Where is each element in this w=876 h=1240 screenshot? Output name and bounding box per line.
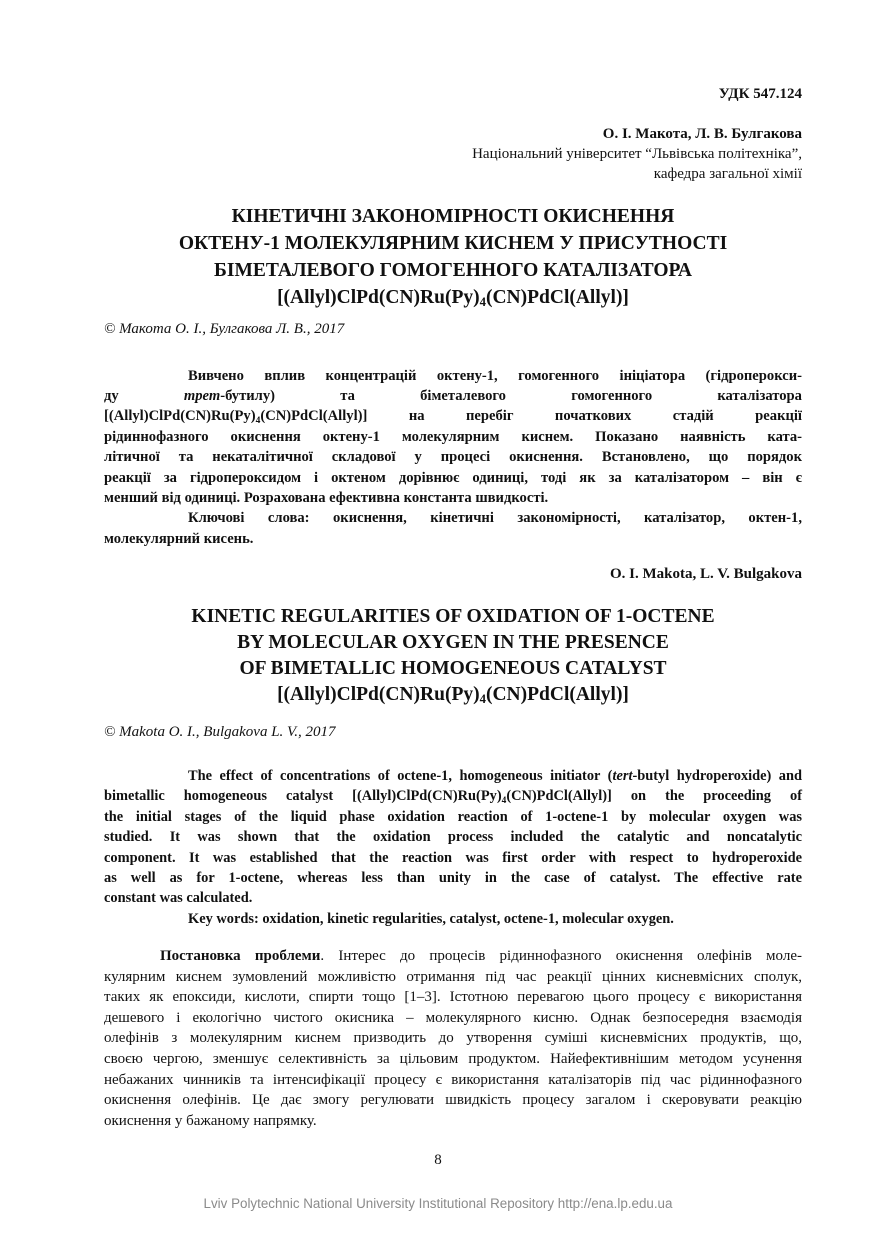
text: реакції <box>755 408 802 425</box>
abstract-en-line-2 <box>104 786 802 806</box>
abstract-ukrainian-body <box>104 386 802 549</box>
title-en-line-3: OF BIMETALLIC HOMOGENEOUS CATALYST <box>239 658 667 679</box>
keywords-en: Key words: oxidation, kinetic regularities, catalyst, octene-1, molecular oxygen. <box>188 910 674 927</box>
body-line-4: дешевого і екологічно чистого окисника – молекулярного кисню. Однак безпосередня взаємодія <box>104 1009 802 1026</box>
text: . Інтерес до процесів рідиннофазного окиснення олефінів моле- <box>320 948 802 964</box>
text: bimetallic homogeneous catalyst [(Allyl)ClPd(CN)Ru(Py) <box>104 788 502 805</box>
abstract-ukrainian <box>188 366 802 386</box>
italic-term: tert <box>612 768 633 784</box>
text: початкових <box>554 408 632 425</box>
body-line-1 <box>104 946 802 967</box>
text: гомогенного <box>571 388 653 404</box>
body-section-problem <box>104 946 802 1131</box>
title-en-formula <box>100 682 806 708</box>
formula-subscript: 4 <box>479 692 486 706</box>
body-line-3: таких як епоксиди, кислоти, спирти тощо [1–3]. Істотною перевагою цього процесу є використання <box>104 989 802 1006</box>
abstract-english <box>104 766 802 929</box>
title-ua-line-1: КІНЕТИЧНІ ЗАКОНОМІРНОСТІ ОКИСНЕННЯ <box>231 206 675 227</box>
abstract-en-line-1 <box>104 766 802 786</box>
abstract-en-line-4: studied. It was shown that the oxidation process included the catalytic and noncatalytic <box>104 829 802 846</box>
text: перебіг <box>465 408 514 425</box>
body-line-5: олефінів з молекулярним киснем призводить до утворення суміші кисневмісних продуктів, що, <box>104 1030 802 1047</box>
abstract-ua-line-6: реакції за гідропероксидом і октеном дорівнює одиниці, тоді як за каталізатором – він є <box>104 469 802 486</box>
keywords-ua-line-1 <box>104 508 802 528</box>
abstract-ua-line-2 <box>104 386 802 406</box>
abstract-ua-line-1 <box>188 366 802 386</box>
affiliation-line-1: Національний університет “Львівська політехніка”, <box>472 146 802 162</box>
abstract-en-line-6: as well as for 1-octene, whereas less than unity in the case of catalyst. The effective rate <box>104 869 802 886</box>
abstract-ua-line-7: менший від одиниці. Розрахована ефективна константа швидкості. <box>104 489 549 506</box>
formula-part: (CN)PdCl(Allyl)] <box>260 408 368 425</box>
title-ua-line-3: БІМЕТАЛЕВОГО ГОМОГЕННОГО КАТАЛІЗАТОРА <box>213 260 693 281</box>
formula-part: [(Allyl)ClPd(CN)Ru(Py) <box>277 287 480 308</box>
formula-part: (CN)PdCl(Allyl)] <box>485 684 629 705</box>
abstract-en-line-5: component. It was established that the reaction was first order with respect to hydroperoxide <box>104 849 802 866</box>
title-ua-formula <box>100 284 806 311</box>
text: стадій <box>672 408 714 425</box>
title-ukrainian <box>100 203 806 311</box>
text: на <box>408 408 425 425</box>
authors-ukrainian: О. І. Макота, Л. В. Булгакова <box>602 126 802 142</box>
abstract-ua-line-5: літичної та некаталітичної складової у процесі окиснення. Встановлено, що порядок <box>104 449 802 466</box>
text: -бутилу) <box>220 388 276 404</box>
text: Вивчено вплив концентрацій октену-1, гомогенного ініціатора (гідроперокси- <box>188 368 802 384</box>
title-en-line-2: BY MOLECULAR OXYGEN IN THE PRESENCE <box>237 632 669 653</box>
text: біметалевого <box>420 388 506 404</box>
keywords-ua-line-2: молекулярний кисень. <box>104 530 254 547</box>
title-english <box>100 604 806 708</box>
body-line-7: небажаних чинників та інтенсифікації процесу є використання каталізаторів під час рідиннофазного <box>104 1071 802 1088</box>
abstract-ua-line-3 <box>104 406 802 426</box>
text: Ключові слова: окиснення, кінетичні закономірності, каталізатор, октен-1, <box>188 510 802 527</box>
text: та <box>340 388 355 404</box>
formula-part: [(Allyl)ClPd(CN)Ru(Py) <box>277 684 480 705</box>
formula <box>104 406 367 426</box>
formula-part: (CN)PdCl(Allyl)] <box>485 287 629 308</box>
copyright-ukrainian: © Макота О. І., Булгакова Л. В., 2017 <box>104 321 345 337</box>
formula-part: [(Allyl)ClPd(CN)Ru(Py) <box>104 408 256 425</box>
abstract-en-line-7: constant was calculated. <box>104 890 253 907</box>
affiliation <box>300 144 802 184</box>
title-en-line-1: KINETIC REGULARITIES OF OXIDATION OF 1-OCTENE <box>191 606 715 627</box>
text: The effect of concentrations of octene-1, homogeneous initiator ( <box>188 768 613 784</box>
repository-footer: Lviv Polytechnic National University Institutional Repository http://ena.lp.edu.ua <box>203 1196 673 1211</box>
abstract-ua-line-4: рідиннофазного окиснення октену-1 молекулярним киснем. Показано наявність ката- <box>104 428 802 445</box>
body-line-9: окиснення у бажаному напрямку. <box>104 1112 317 1129</box>
title-ua-line-2: ОКТЕНУ-1 МОЛЕКУЛЯРНИМ КИСНЕМ У ПРИСУТНОСТІ <box>178 233 728 254</box>
abstract-en-line-3: the initial stages of the liquid phase oxidation reaction of 1-octene-1 by molecular oxygen was <box>104 808 802 825</box>
udk-code: УДК 547.124 <box>718 86 802 102</box>
body-line-6: своєю чергою, зменшує селективність за цільовим продуктом. Найефективнішим методом усунення <box>104 1050 802 1067</box>
copyright-english: © Makota O. I., Bulgakova L. V., 2017 <box>104 724 336 740</box>
formula-subscript: 4 <box>255 416 261 427</box>
text <box>184 386 275 406</box>
text: ду <box>104 388 119 404</box>
text: каталізатора <box>717 388 802 404</box>
formula-subscript: 4 <box>479 295 486 309</box>
formula-subscript: 4 <box>501 796 507 807</box>
text: (CN)PdCl(Allyl)] on the proceeding of <box>506 788 803 805</box>
affiliation-line-2: кафедра загальної хімії <box>653 166 802 182</box>
page-number: 8 <box>434 1152 442 1168</box>
text: -butyl hydroperoxide) and <box>632 768 802 784</box>
body-line-2: кулярним киснем зумовлений можливістю отримання під час реакції цінних кисневмісних сполук, <box>104 968 802 985</box>
section-heading: Постановка проблеми <box>160 948 321 964</box>
body-line-8: окиснення олефінів. Це дає змогу регулювати швидкість процесу загалом і скеровувати реакцію <box>104 1092 802 1109</box>
italic-term: трет <box>183 388 221 404</box>
authors-english: O. I. Makota, L. V. Bulgakova <box>610 566 802 582</box>
